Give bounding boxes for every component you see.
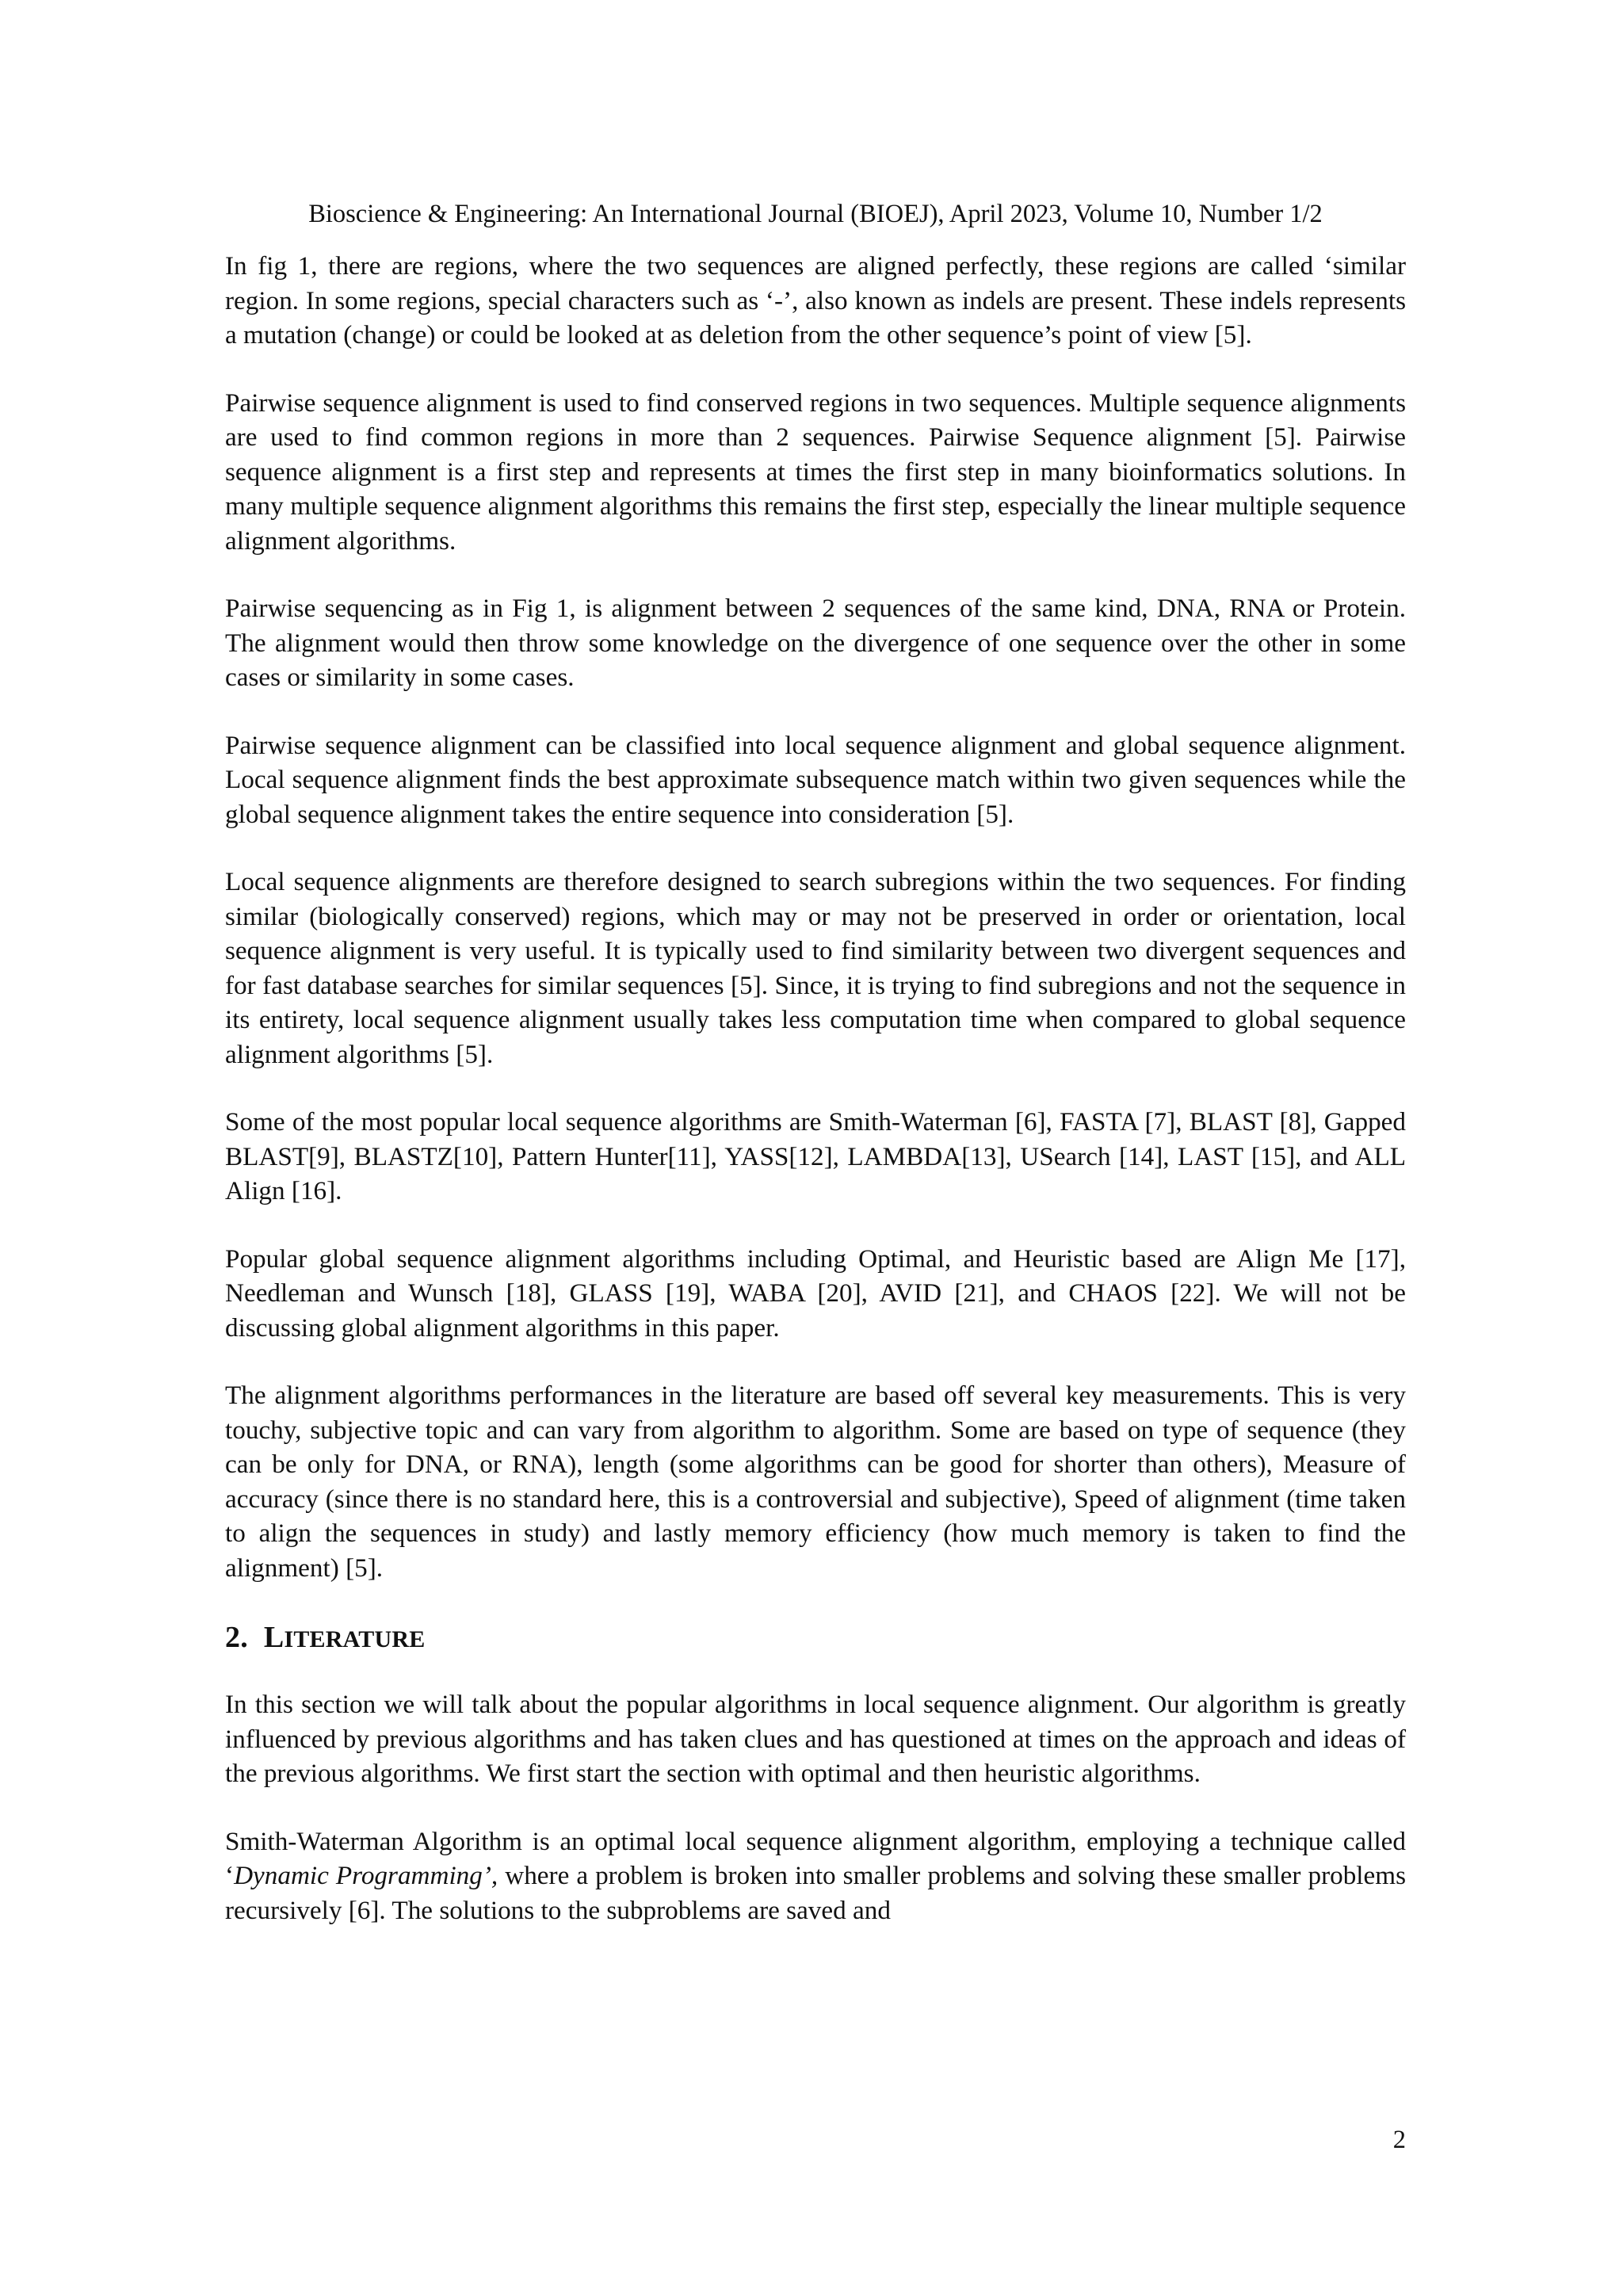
paragraph-literature-intro: In this section we will talk about the popular algorithms in local sequence alignment. Our algorithm is greatly influenced by previous algorithms and has taken clues and has questioned at times on the approach and ideas of the previous algorithms. We first start the section with optimal and then heuristic algorithms. [225,1690,1406,1788]
smith-waterman-text-end: where a problem is broken into smaller problems and solving these smaller problems recursively [6]. The solutions to the subproblems are saved and [225,1861,1406,1925]
smith-waterman-text-start: Smith-Waterman Algorithm is an optimal local sequence alignment algorithm, employing a technique called ‘ [225,1826,1406,1890]
paragraph-smith-waterman [225,1824,1406,1928]
paragraph-local-alignment: Local sequence alignments are therefore designed to search subregions within the two sequences. For finding similar (biologically conserved) regions, which may or may not be preserved in order or orientation, local sequence alignment is very useful. It is typically used to find similarity between two divergent sequences and for fast database searches for similar sequences [5]. Since, it is trying to find subregions and not the sequence in its entirety, local sequence alignment usually takes less computation time when compared to global sequence alignment algorithms [5]. [225,867,1406,1069]
paragraph-local-global: Pairwise sequence alignment can be classified into local sequence alignment and global sequence alignment. Local sequence alignment finds the best approximate subsequence match within two given sequences while the global sequence alignment takes the entire sequence into consideration [5]. [225,730,1406,829]
section-title-rest: ITERATURE [284,1626,426,1652]
paragraph-pairwise-sequencing: Pairwise sequencing as in Fig 1, is alignment between 2 sequences of the same kind, DNA, RNA or Protein. The alignment would then throw some knowledge on the divergence of one sequence over the other in some cases or similarity in some cases. [225,594,1406,692]
paragraph-indels: In fig 1, there are regions, where the two sequences are aligned perfectly, these regions are called ‘similar region. In some regions, special characters such as ‘-’, also known as indels are present. These indels represents a mutation (change) or could be looked at as deletion from the other sequence’s point of view [5]. [225,251,1406,350]
paragraph-local-algorithms: Some of the most popular local sequence algorithms are Smith-Waterman [6], FASTA [7], BLAST [8], Gapped BLAST[9], BLASTZ[10], Pattern Hunter[11], YASS[12], LAMBDA[13], USearch [14], LAST [15], and ALL Align [16]. [225,1107,1406,1205]
section-title-initial: L [263,1621,285,1654]
section-heading-literature [225,1618,1406,1659]
paragraph-performance: The alignment algorithms performances in the literature are based off several key measurements. This is very touchy, subjective topic and can vary from algorithm to algorithm. Some are based on type of sequence (they can be only for DNA, or RNA), length (some algorithms can be good for shorter than others), Measure of accuracy (since there is no standard here, this is a controversial and subjective), Speed of alignment (time taken to align the sequences in study) and lastly memory efficiency (how much memory is taken to find the alignment) [5]. [225,1381,1406,1583]
dynamic-programming-term: Dynamic Programming’, [234,1861,498,1890]
section-number: 2. [225,1621,248,1654]
running-header: Bioscience & Engineering: An International Journal (BIOEJ), April 2023, Volume 10, Number 1/2 [308,200,1323,228]
paragraph-global-algorithms: Popular global sequence alignment algorithms including Optimal, and Heuristic based are Align Me [17], Needleman and Wunsch [18], GLASS [19], WABA [20], AVID [21], and CHAOS [22]. We will not be discussing global alignment algorithms in this paper. [225,1244,1406,1343]
page-number: 2 [1392,2126,1406,2154]
page-body [225,249,1406,1927]
paragraph-pairwise-intro: Pairwise sequence alignment is used to find conserved regions in two sequences. Multiple sequence alignments are used to find common regions in more than 2 sequences. Pairwise Sequence alignment [5]. Pairwise sequence alignment is a first step and represents at times the first step in many bioinformatics solutions. In many multiple sequence alignment algorithms this remains the first step, especially the linear multiple sequence alignment algorithms. [225,388,1406,556]
